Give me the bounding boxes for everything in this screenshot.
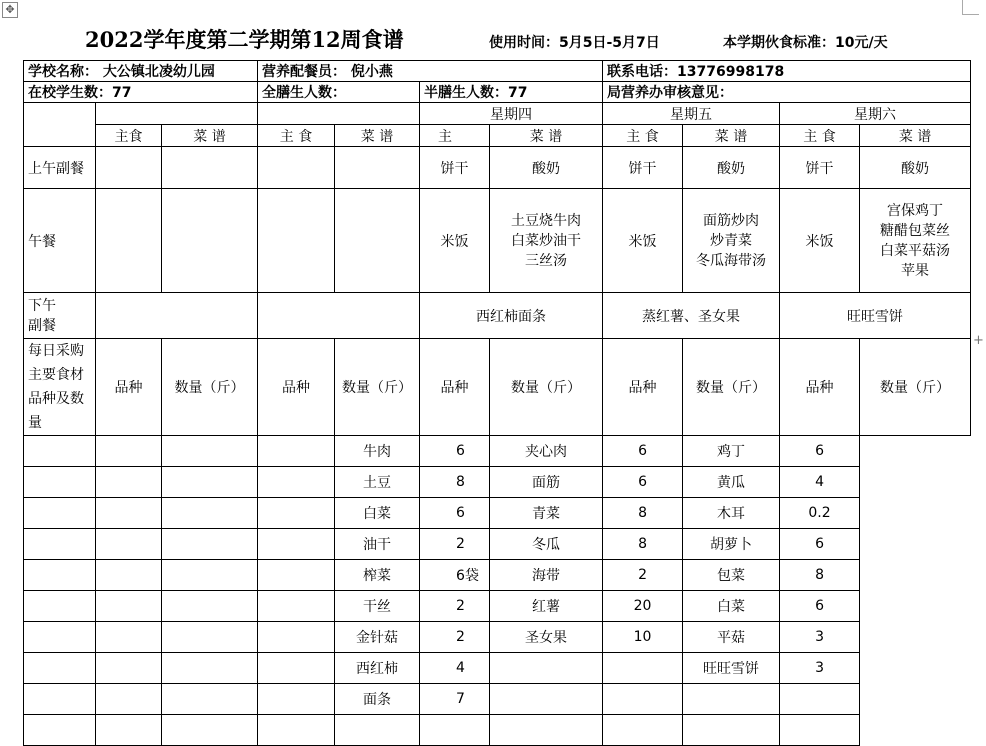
sat-ingredient-qty bbox=[780, 684, 860, 715]
info-row-1 bbox=[24, 61, 971, 82]
info-row-2 bbox=[24, 82, 971, 103]
fri-ingredient-qty: 10 bbox=[603, 622, 683, 653]
empty-cell bbox=[162, 653, 258, 684]
sat-ingredient-name bbox=[683, 684, 780, 715]
empty-cell bbox=[258, 715, 335, 746]
empty-cell bbox=[96, 529, 162, 560]
fri-ingredient-name: 圣女果 bbox=[490, 622, 603, 653]
blank-corner bbox=[24, 103, 96, 147]
sat-ingredient-qty: 3 bbox=[780, 622, 860, 653]
staple-header: 主食 bbox=[96, 125, 162, 147]
empty-cell bbox=[96, 622, 162, 653]
empty-cell bbox=[24, 498, 96, 529]
sat-ingredient-qty: 8 bbox=[780, 560, 860, 591]
afternoon-snack-label: 下午副餐 bbox=[24, 293, 96, 339]
purchase-body bbox=[24, 436, 971, 746]
fri-lunch-dish: 面筋炒肉 bbox=[703, 212, 760, 229]
staple-header-fri: 主 食 bbox=[603, 125, 683, 147]
purchase-header-row bbox=[24, 339, 971, 436]
empty-cell bbox=[24, 591, 96, 622]
qty-header: 数量（斤） bbox=[162, 339, 258, 436]
fri-ingredient-qty bbox=[603, 653, 683, 684]
empty-cell bbox=[162, 467, 258, 498]
thu-ingredient-qty: 6 bbox=[420, 436, 490, 467]
staple-header: 主 食 bbox=[258, 125, 335, 147]
sat-ingredient-name: 旺旺雪饼 bbox=[683, 653, 780, 684]
fri-lunch-menu bbox=[683, 189, 780, 293]
thu-lunch-dish: 三丝汤 bbox=[525, 252, 568, 269]
empty-cell bbox=[162, 591, 258, 622]
table-move-handle-icon[interactable]: ✥ bbox=[2, 2, 18, 18]
thu-ingredient-qty: 6 bbox=[420, 498, 490, 529]
empty-cell bbox=[96, 653, 162, 684]
thu-ingredient-name bbox=[335, 715, 420, 746]
sat-lunch-dish: 宫保鸡丁 bbox=[887, 202, 944, 219]
empty-cell bbox=[258, 529, 335, 560]
sat-ingredient-qty: 3 bbox=[780, 653, 860, 684]
kind-header-fri: 品种 bbox=[603, 339, 683, 436]
sat-ingredient-qty: 6 bbox=[780, 436, 860, 467]
menu-header-sat: 菜 谱 bbox=[860, 125, 971, 147]
kind-header-sat: 品种 bbox=[780, 339, 860, 436]
thu-ingredient-qty: 2 bbox=[420, 529, 490, 560]
thu-ingredient-name: 西红柿 bbox=[335, 653, 420, 684]
sat-ingredient-qty: 4 bbox=[780, 467, 860, 498]
empty-cell bbox=[162, 436, 258, 467]
thu-ingredient-name: 榨菜 bbox=[335, 560, 420, 591]
thu-lunch-dish: 白菜炒油干 bbox=[511, 232, 582, 249]
staple-header-sat: 主 食 bbox=[780, 125, 860, 147]
empty-cell bbox=[96, 560, 162, 591]
kind-header: 品种 bbox=[96, 339, 162, 436]
fri-ingredient-qty: 6 bbox=[603, 436, 683, 467]
empty-cell bbox=[162, 498, 258, 529]
fri-ingredient-qty: 20 bbox=[603, 591, 683, 622]
purchase-row bbox=[24, 498, 971, 529]
meal-standard: 本学期伙食标准：10元/天 bbox=[723, 35, 888, 51]
day-thursday: 星期四 bbox=[420, 103, 603, 125]
fri-lunch-dish: 炒青菜 bbox=[710, 232, 753, 249]
thu-ingredient-name: 金针菇 bbox=[335, 622, 420, 653]
morning-snack-label: 上午副餐 bbox=[24, 147, 96, 189]
empty-cell bbox=[96, 436, 162, 467]
sat-ingredient-name: 黄瓜 bbox=[683, 467, 780, 498]
empty-cell bbox=[258, 684, 335, 715]
empty-cell bbox=[96, 498, 162, 529]
menu-table bbox=[23, 60, 971, 746]
empty-cell bbox=[258, 467, 335, 498]
empty-cell bbox=[24, 467, 96, 498]
subheader-row bbox=[24, 125, 971, 147]
thu-ingredient-qty: 4 bbox=[420, 653, 490, 684]
fri-afternoon-snack: 蒸红薯、圣女果 bbox=[603, 293, 780, 339]
menu-header-thu: 菜 谱 bbox=[490, 125, 603, 147]
sat-lunch-dish: 糖醋包菜丝 bbox=[880, 222, 951, 239]
sat-morning-staple: 饼干 bbox=[780, 147, 860, 189]
thu-ingredient-qty: 6袋 bbox=[420, 560, 490, 591]
qty-header-sat: 数量（斤） bbox=[860, 339, 971, 436]
fri-lunch-dish: 冬瓜海带汤 bbox=[696, 252, 767, 269]
empty-cell bbox=[162, 529, 258, 560]
purchase-row bbox=[24, 467, 971, 498]
sat-ingredient-qty: 6 bbox=[780, 591, 860, 622]
fri-lunch-staple: 米饭 bbox=[603, 189, 683, 293]
sat-lunch-dish: 白菜平菇汤 bbox=[880, 242, 951, 259]
fri-ingredient-qty: 6 bbox=[603, 467, 683, 498]
fri-ingredient-qty bbox=[603, 684, 683, 715]
nutritionist: 营养配餐员： 倪小燕 bbox=[258, 61, 603, 82]
thu-ingredient-name: 牛肉 bbox=[335, 436, 420, 467]
fri-ingredient-qty: 8 bbox=[603, 498, 683, 529]
thu-afternoon-snack: 西红柿面条 bbox=[420, 293, 603, 339]
sat-ingredient-name bbox=[683, 715, 780, 746]
review-opinion: 局营养办审核意见： bbox=[603, 82, 971, 103]
thu-ingredient-qty: 7 bbox=[420, 684, 490, 715]
sat-ingredient-name: 平菇 bbox=[683, 622, 780, 653]
qty-header-fri: 数量（斤） bbox=[683, 339, 780, 436]
menu-header: 菜 谱 bbox=[335, 125, 420, 147]
sat-ingredient-name: 包菜 bbox=[683, 560, 780, 591]
morning-snack-row bbox=[24, 147, 971, 189]
fri-ingredient-qty: 8 bbox=[603, 529, 683, 560]
purchase-row bbox=[24, 591, 971, 622]
day-friday: 星期五 bbox=[603, 103, 780, 125]
fri-ingredient-qty bbox=[603, 715, 683, 746]
empty-cell bbox=[96, 467, 162, 498]
empty-cell bbox=[24, 436, 96, 467]
contact-phone: 联系电话：13776998178 bbox=[603, 61, 971, 82]
fri-ingredient-name: 海带 bbox=[490, 560, 603, 591]
fri-ingredient-name bbox=[490, 715, 603, 746]
thu-ingredient-name: 油干 bbox=[335, 529, 420, 560]
fri-ingredient-name: 面筋 bbox=[490, 467, 603, 498]
purchase-label: 每日采购主要食材品种及数量 bbox=[24, 339, 96, 436]
empty-cell bbox=[24, 529, 96, 560]
purchase-row bbox=[24, 715, 971, 746]
thu-ingredient-qty: 8 bbox=[420, 467, 490, 498]
lunch-row bbox=[24, 189, 971, 293]
thu-morning-staple: 饼干 bbox=[420, 147, 490, 189]
menu-header: 菜 谱 bbox=[162, 125, 258, 147]
empty-cell bbox=[24, 684, 96, 715]
sat-ingredient-qty: 0.2 bbox=[780, 498, 860, 529]
purchase-row bbox=[24, 560, 971, 591]
fri-morning-staple: 饼干 bbox=[603, 147, 683, 189]
empty-cell bbox=[96, 684, 162, 715]
empty-cell bbox=[24, 653, 96, 684]
menu-header-fri: 菜 谱 bbox=[683, 125, 780, 147]
purchase-row bbox=[24, 653, 971, 684]
empty-cell bbox=[258, 653, 335, 684]
purchase-row bbox=[24, 622, 971, 653]
thu-lunch-menu bbox=[490, 189, 603, 293]
empty-cell bbox=[162, 622, 258, 653]
purchase-row bbox=[24, 684, 971, 715]
kind-header: 品种 bbox=[258, 339, 335, 436]
day-header-row bbox=[24, 103, 971, 125]
sat-lunch-dish: 苹果 bbox=[901, 262, 930, 279]
empty-cell bbox=[162, 560, 258, 591]
purchase-row bbox=[24, 529, 971, 560]
empty-cell bbox=[162, 715, 258, 746]
empty-cell bbox=[258, 560, 335, 591]
use-time: 使用时间：5月5日-5月7日 bbox=[489, 35, 660, 51]
fri-ingredient-name: 冬瓜 bbox=[490, 529, 603, 560]
fri-morning-menu: 酸奶 bbox=[683, 147, 780, 189]
thu-lunch-staple: 米饭 bbox=[420, 189, 490, 293]
fri-ingredient-name: 夹心肉 bbox=[490, 436, 603, 467]
sat-ingredient-qty bbox=[780, 715, 860, 746]
afternoon-snack-row bbox=[24, 293, 971, 339]
staple-header-thu: 主 bbox=[420, 125, 490, 147]
thu-ingredient-name: 面条 bbox=[335, 684, 420, 715]
thu-ingredient-name: 干丝 bbox=[335, 591, 420, 622]
fri-ingredient-name bbox=[490, 684, 603, 715]
sat-lunch-staple: 米饭 bbox=[780, 189, 860, 293]
sat-ingredient-name: 木耳 bbox=[683, 498, 780, 529]
blank-day-1 bbox=[96, 103, 258, 125]
thu-ingredient-qty: 2 bbox=[420, 591, 490, 622]
empty-cell bbox=[162, 684, 258, 715]
sat-morning-menu: 酸奶 bbox=[860, 147, 971, 189]
thu-lunch-dish: 土豆烧牛肉 bbox=[511, 212, 582, 229]
fri-ingredient-name bbox=[490, 653, 603, 684]
empty-cell bbox=[258, 498, 335, 529]
empty-cell bbox=[258, 591, 335, 622]
school-name: 学校名称： 大公镇北凌幼儿园 bbox=[24, 61, 258, 82]
sat-lunch-menu bbox=[860, 189, 971, 293]
fri-ingredient-qty: 2 bbox=[603, 560, 683, 591]
half-meal-count: 半膳生人数：77 bbox=[420, 82, 603, 103]
student-count: 在校学生数：77 bbox=[24, 82, 258, 103]
sat-afternoon-snack: 旺旺雪饼 bbox=[780, 293, 971, 339]
empty-cell bbox=[96, 715, 162, 746]
sat-ingredient-name: 鸡丁 bbox=[683, 436, 780, 467]
page-title: 2022学年度第二学期第12周食谱 bbox=[85, 27, 404, 52]
fri-ingredient-name: 红薯 bbox=[490, 591, 603, 622]
empty-cell bbox=[258, 622, 335, 653]
purchase-row bbox=[24, 436, 971, 467]
thu-ingredient-qty bbox=[420, 715, 490, 746]
empty-cell bbox=[258, 436, 335, 467]
empty-cell bbox=[24, 622, 96, 653]
blank-day-2 bbox=[258, 103, 420, 125]
empty-cell bbox=[96, 591, 162, 622]
sat-ingredient-qty: 6 bbox=[780, 529, 860, 560]
thu-ingredient-qty: 2 bbox=[420, 622, 490, 653]
sat-ingredient-name: 白菜 bbox=[683, 591, 780, 622]
full-meal-count: 全膳生人数： bbox=[258, 82, 420, 103]
page-corner-mark bbox=[962, 0, 979, 15]
qty-header-thu: 数量（斤） bbox=[490, 339, 603, 436]
lunch-label: 午餐 bbox=[24, 189, 96, 293]
thu-ingredient-name: 白菜 bbox=[335, 498, 420, 529]
kind-header-thu: 品种 bbox=[420, 339, 490, 436]
fri-ingredient-name: 青菜 bbox=[490, 498, 603, 529]
empty-cell bbox=[24, 560, 96, 591]
empty-cell bbox=[24, 715, 96, 746]
add-column-icon[interactable]: + bbox=[973, 333, 984, 348]
thu-ingredient-name: 土豆 bbox=[335, 467, 420, 498]
day-saturday: 星期六 bbox=[780, 103, 971, 125]
thu-morning-menu: 酸奶 bbox=[490, 147, 603, 189]
qty-header: 数量（斤） bbox=[335, 339, 420, 436]
sat-ingredient-name: 胡萝卜 bbox=[683, 529, 780, 560]
